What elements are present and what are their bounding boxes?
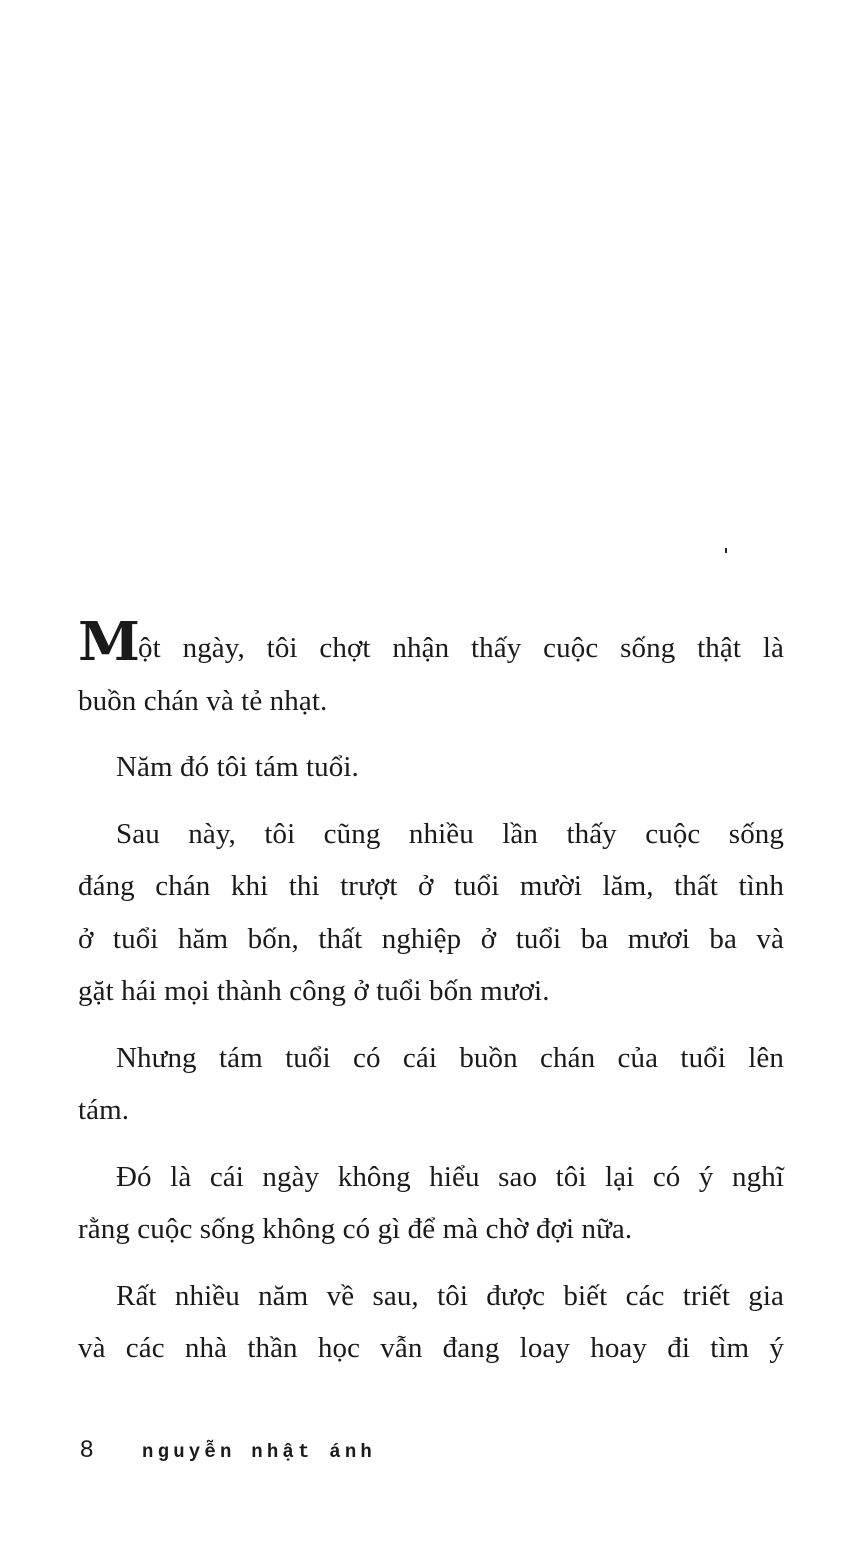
paragraph-1 — [78, 610, 784, 727]
text-line: Nhưng tám tuổi có cái buồn chán của tuổi lên — [116, 1041, 784, 1074]
text-line: tám. — [78, 1094, 130, 1126]
text-line: rằng cuộc sống không có gì để mà chờ đợi nữa. — [78, 1213, 633, 1245]
text-line: Năm đó tôi tám tuổi. — [116, 751, 359, 783]
text-line: buồn chán và tẻ nhạt. — [78, 684, 328, 717]
paragraph-6 — [78, 1270, 784, 1375]
text-line: Sau này, tôi cũng nhiều lần thấy cuộc sống — [116, 817, 784, 850]
body-text — [78, 610, 784, 1389]
text-line: Rất nhiều năm về sau, tôi được biết các triết gia — [116, 1279, 784, 1312]
text-line: và các nhà thần học vẫn đang loay hoay đi tìm ý — [78, 1332, 784, 1364]
text-line: ở tuổi hăm bốn, thất nghiệp ở tuổi ba mươi ba và — [78, 922, 784, 955]
paragraph-5 — [78, 1151, 784, 1256]
page-number: 8 — [80, 1436, 94, 1463]
running-head-author: nguyễn nhật ánh — [142, 1441, 377, 1463]
line-text: ột ngày, tôi chợt nhận thấy cuộc sống thật là — [138, 632, 784, 664]
paragraph-2 — [78, 741, 784, 794]
scan-speck — [725, 548, 727, 553]
drop-cap: M — [78, 610, 137, 674]
page-footer — [80, 1436, 376, 1464]
paragraph-3 — [78, 808, 784, 1018]
paragraph-4 — [78, 1032, 784, 1137]
text-line: đáng chán khi thi trượt ở tuổi mười lăm, thất tình — [78, 870, 784, 902]
text-line: Đó là cái ngày không hiểu sao tôi lại có ý nghĩ — [116, 1160, 784, 1193]
text-line — [78, 610, 784, 675]
text-line: gặt hái mọi thành công ở tuổi bốn mươi. — [78, 975, 550, 1007]
